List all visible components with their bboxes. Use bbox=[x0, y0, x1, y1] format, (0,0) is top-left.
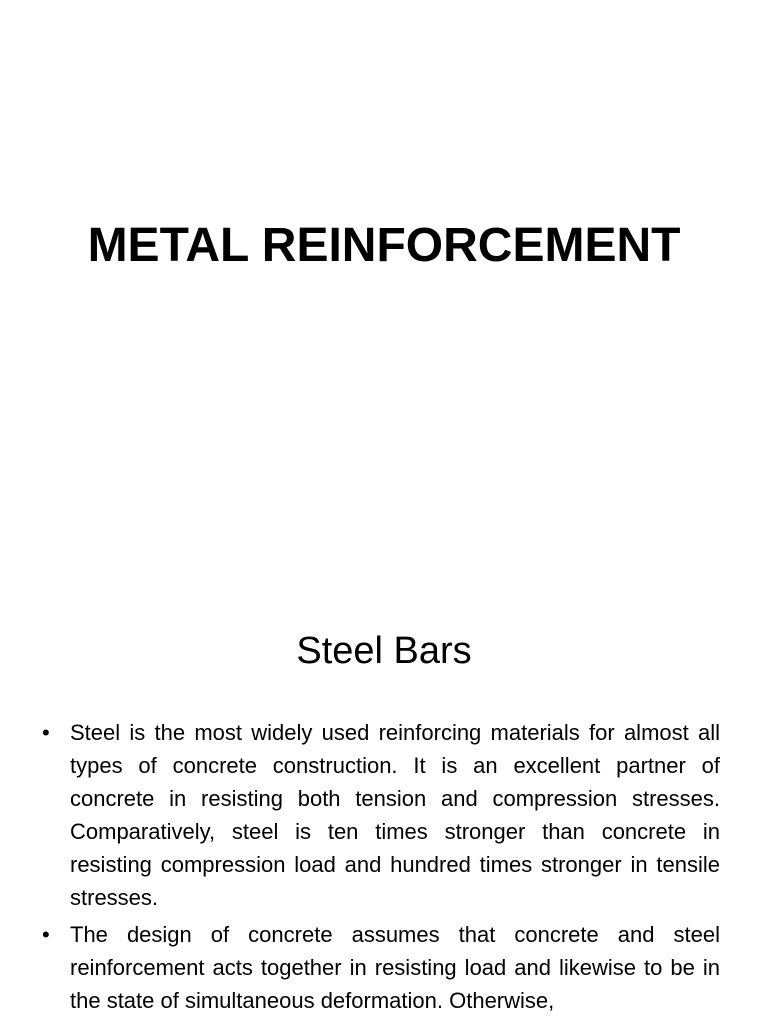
bullet-marker: • bbox=[42, 922, 50, 947]
bullet-text: The design of concrete assumes that concrete and steel reinforcement acts together in resisting load and likewise to be in the state of simultaneous deformation. Otherwise, bbox=[70, 922, 720, 1013]
bullet-text: Steel is the most widely used reinforcing materials for almost all types of concrete construction. It is an excellent partner of concrete in resisting both tension and compression stresses. Comparatively, steel is ten times stronger than concrete in resisting compression load and hundred times stronger in tensile stresses. bbox=[70, 720, 720, 910]
bullet-item bbox=[42, 716, 720, 914]
slide-title: METAL REINFORCEMENT bbox=[87, 219, 681, 272]
content-slide bbox=[0, 576, 768, 1024]
bullet-marker: • bbox=[42, 720, 50, 745]
slide-heading: Steel Bars bbox=[296, 630, 472, 672]
bullet-item bbox=[42, 918, 720, 1017]
bullet-list bbox=[42, 716, 720, 1021]
